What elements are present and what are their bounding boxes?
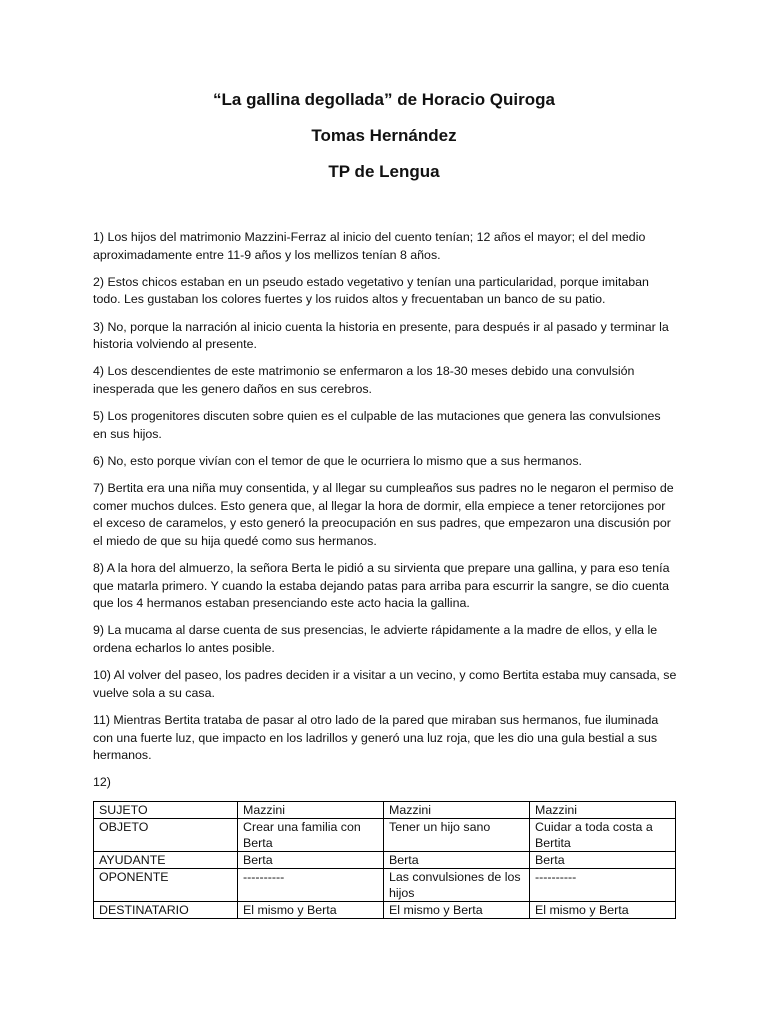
answer-paragraph: 3) No, porque la narración al inicio cuenta la historia en presente, para después ir al pasado y terminar la historia volviendo al presente. bbox=[93, 319, 669, 352]
table-cell: Mazzini bbox=[384, 801, 530, 818]
table-row bbox=[94, 801, 676, 818]
table-row bbox=[94, 901, 676, 918]
table-cell: OBJETO bbox=[94, 818, 238, 851]
answer-paragraph: 11) Mientras Bertita trataba de pasar al otro lado de la pared que miraban sus hermanos, fue iluminada con una fuerte luz, que impacto en los ladrillos y generó una luz roja, que les dio una gula bestial a sus hermanos. bbox=[93, 713, 659, 763]
author-name: Tomas Hernández bbox=[311, 126, 457, 145]
table-cell: El mismo y Berta bbox=[530, 901, 676, 918]
table-row bbox=[94, 868, 676, 901]
answer-paragraph: 2) Estos chicos estaban en un pseudo estado vegetativo y tenían una particularidad, porque imitaban todo. Les gustaban los colores fuertes y los ruidos altos y frecuentaban un banco de su patio. bbox=[93, 274, 649, 307]
table-cell: Tener un hijo sano bbox=[384, 818, 530, 851]
table-cell: Crear una familia con Berta bbox=[238, 818, 384, 851]
table-cell: Cuidar a toda costa a Bertita bbox=[530, 818, 676, 851]
title-block bbox=[0, 88, 768, 184]
document-title: “La gallina degollada” de Horacio Quiroga bbox=[213, 90, 555, 109]
table-cell: AYUDANTE bbox=[94, 851, 238, 868]
document-subject: TP de Lengua bbox=[328, 162, 440, 181]
table-cell: DESTINATARIO bbox=[94, 901, 238, 918]
table-cell: ---------- bbox=[530, 868, 676, 901]
answer-paragraph: 7) Bertita era una niña muy consentida, y al llegar su cumpleaños sus padres no le negaron el permiso de comer muchos dulces. Esto genera que, al llegar la hora de dormir, ella empiece a tener retorcijones por el exceso de caramelos, y esto generó la preocupación en sus padres, que empezaron una discusión por el miedo de que su hija quedé como sus hermanos. bbox=[93, 481, 674, 548]
answer-paragraph: 6) No, esto porque vivían con el temor de que le ocurriera lo mismo que a sus hermanos. bbox=[93, 453, 582, 468]
table-cell: Berta bbox=[530, 851, 676, 868]
table-cell: Las convulsiones de los hijos bbox=[384, 868, 530, 901]
answer-paragraph: 1) Los hijos del matrimonio Mazzini-Ferraz al inicio del cuento tenían; 12 años el mayor; el del medio aproximadamente entre 11-9 años y los mellizos tenían 8 años. bbox=[93, 230, 646, 262]
table-cell: ---------- bbox=[238, 868, 384, 901]
answer-paragraph: 4) Los descendientes de este matrimonio se enfermaron a los 18-30 meses debido una convulsión inesperada que les genero daños en sus cerebros. bbox=[93, 364, 635, 396]
table-cell: SUJETO bbox=[94, 801, 238, 818]
table-cell: Berta bbox=[384, 851, 530, 868]
answer-paragraph: 8) A la hora del almuerzo, la señora Berta le pidió a su sirvienta que prepare una gallina, y para eso tenía que matarla primero. Y cuando la estaba dejando patas para arriba para escurrir la sangre, se dio cuenta que los 4 hermanos estaban presenciando este acto hacia la gallina. bbox=[93, 561, 670, 611]
table-cell: Berta bbox=[238, 851, 384, 868]
table-row bbox=[94, 818, 676, 851]
actantial-table bbox=[93, 801, 676, 919]
table-cell: OPONENTE bbox=[94, 868, 238, 901]
answer-paragraph: 9) La mucama al darse cuenta de sus presencias, le advierte rápidamente a la madre de ellos, y ella le ordena echarlos lo antes posible. bbox=[93, 623, 658, 656]
table-row bbox=[94, 851, 676, 868]
table-cell: El mismo y Berta bbox=[384, 901, 530, 918]
table-cell: El mismo y Berta bbox=[238, 901, 384, 918]
answer-paragraph: 5) Los progenitores discuten sobre quien es el culpable de las mutaciones que genera las convulsiones en sus hijos. bbox=[93, 409, 661, 441]
answer-paragraph: 12) bbox=[93, 775, 111, 790]
answers-body bbox=[93, 229, 677, 919]
table-cell: Mazzini bbox=[238, 801, 384, 818]
table-cell: Mazzini bbox=[530, 801, 676, 818]
answer-paragraph: 10) Al volver del paseo, los padres deciden ir a visitar a un vecino, y como Bertita estaba muy cansada, se vuelve sola a su casa. bbox=[93, 668, 677, 700]
